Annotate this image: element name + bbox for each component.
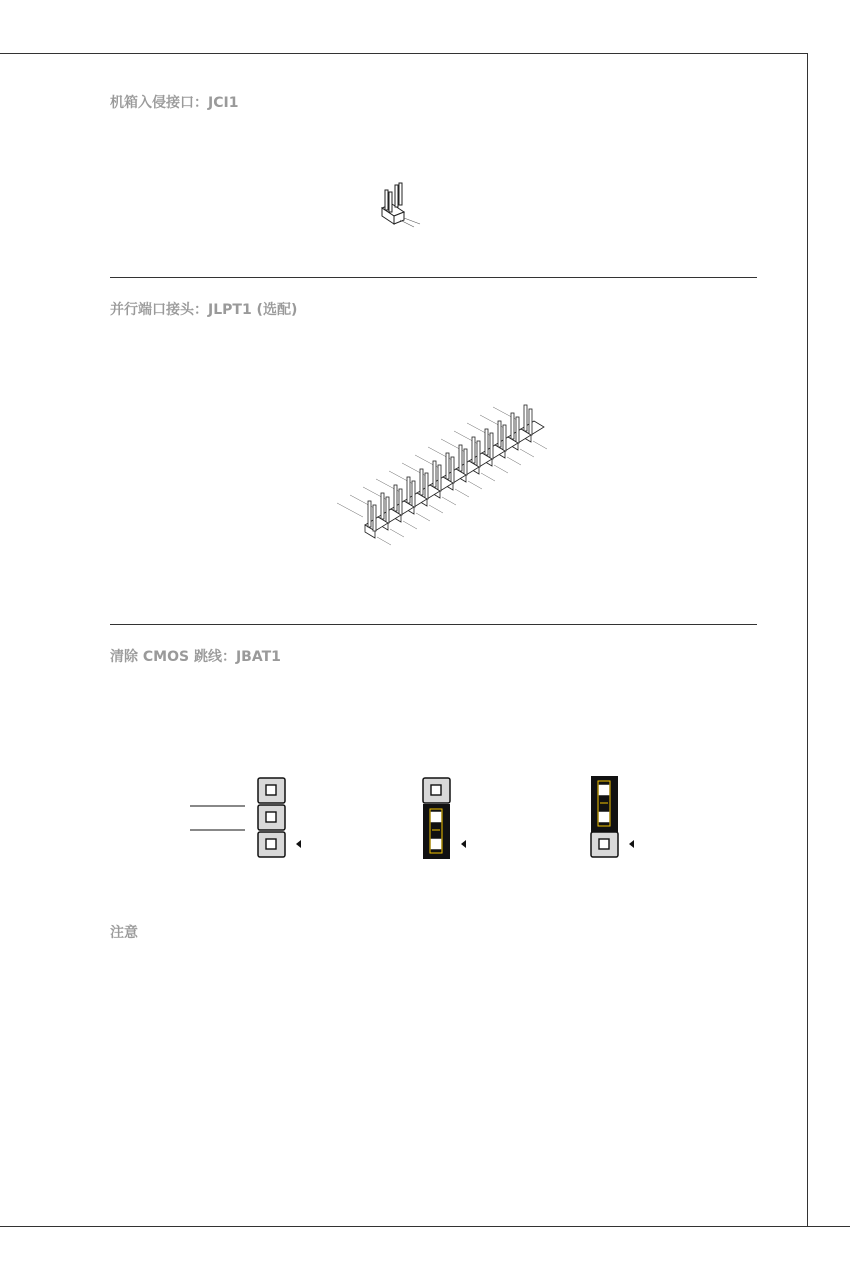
jbat1-pin-1: [423, 778, 450, 803]
jbat1-heading: 清除 CMOS 跳线：JBAT1: [110, 649, 281, 665]
jlpt1-connector-diagram: [330, 400, 570, 560]
jbat1-config-open: [255, 775, 310, 865]
pin1-marker-icon: [296, 840, 301, 848]
pin1-marker-icon: [629, 840, 634, 848]
note-heading: 注意: [110, 925, 138, 941]
page-frame-bottom: [0, 1226, 850, 1227]
jbat1-pin-3: [258, 832, 285, 857]
jbat1-config-pins-2-3: [420, 775, 475, 865]
section-divider-2: [110, 624, 757, 625]
jbat1-pin-2: [258, 805, 285, 830]
page-frame-top: [0, 53, 808, 54]
jlpt1-pin-row: [337, 405, 547, 545]
jbat1-jumper-cap: [591, 776, 618, 832]
jlpt1-heading: 并行端口接头：JLPT1 (选配): [110, 302, 298, 318]
jbat1-callout-lines: [190, 800, 250, 836]
section-divider-1: [110, 277, 757, 278]
pin1-marker-icon: [461, 840, 466, 848]
jbat1-pin-1: [258, 778, 285, 803]
jci1-heading: 机箱入侵接口：JCI1: [110, 95, 239, 111]
page-frame-right: [807, 53, 808, 1226]
jbat1-jumper-cap: [423, 804, 450, 859]
jbat1-config-pins-1-2: [588, 775, 643, 865]
jbat1-pin-3: [591, 832, 618, 857]
jci1-connector-diagram: [370, 180, 440, 230]
